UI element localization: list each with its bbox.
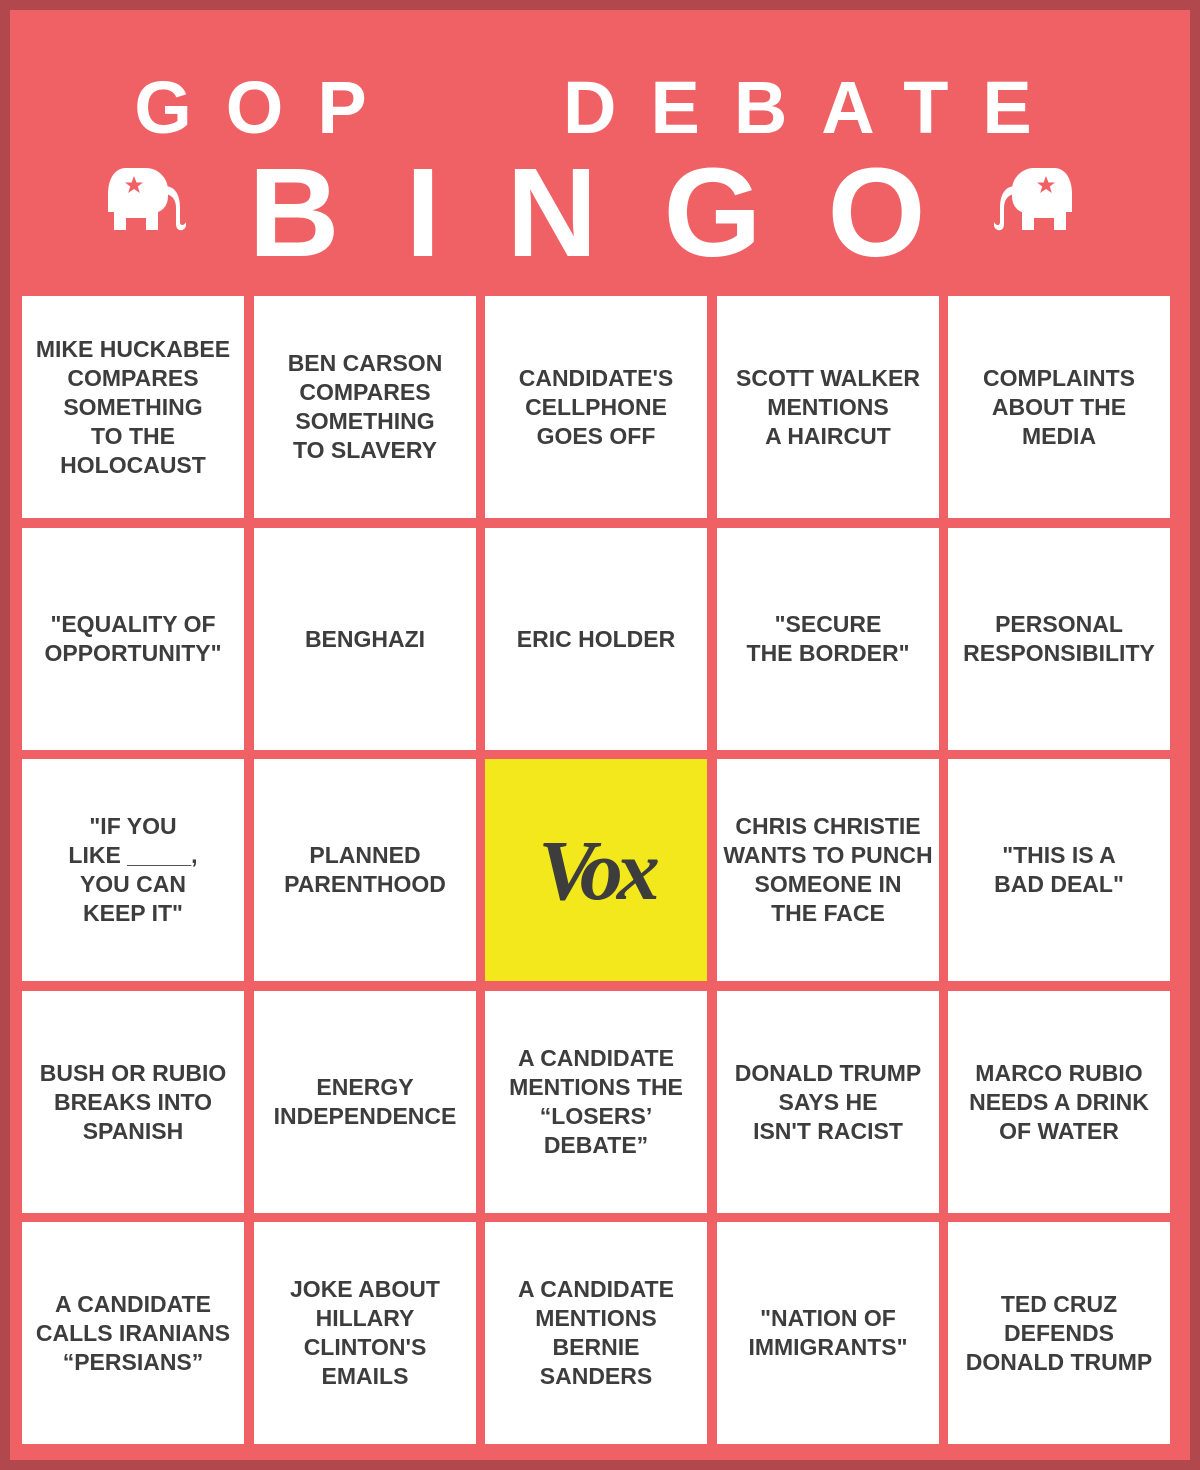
bingo-cell-label: ERIC HOLDER bbox=[516, 625, 676, 652]
bingo-cell-label: BUSH OR RUBIO BREAKS INTO SPANISH bbox=[39, 1059, 227, 1144]
bingo-cell[interactable] bbox=[254, 296, 476, 518]
bingo-cell-label: BENGHAZI bbox=[304, 625, 426, 652]
bingo-cell[interactable] bbox=[254, 759, 476, 981]
bingo-cell[interactable] bbox=[717, 1222, 939, 1444]
bingo-cell[interactable] bbox=[717, 991, 939, 1213]
bingo-cell[interactable] bbox=[22, 759, 244, 981]
bingo-cell[interactable] bbox=[485, 528, 707, 750]
bingo-cell-label: "IF YOU LIKE _____, YOU CAN KEEP IT" bbox=[68, 813, 198, 926]
bingo-cell[interactable] bbox=[22, 296, 244, 518]
bingo-cell-label: PLANNED PARENTHOOD bbox=[284, 842, 446, 897]
bingo-cell-label: MIKE HUCKABEE COMPARES SOMETHING TO THE HOLOCAUST bbox=[35, 335, 231, 478]
bingo-cell[interactable] bbox=[717, 759, 939, 981]
bingo-cell[interactable] bbox=[22, 991, 244, 1213]
bingo-cell[interactable] bbox=[717, 528, 939, 750]
bingo-cell-label: "EQUALITY OF OPPORTUNITY" bbox=[44, 611, 222, 666]
bingo-cell-label: CHRIS CHRISTIE WANTS TO PUNCH SOMEONE IN THE FACE bbox=[723, 813, 933, 926]
bingo-cell-label: ENERGY INDEPENDENCE bbox=[273, 1074, 457, 1129]
bingo-cell[interactable] bbox=[485, 1222, 707, 1444]
bingo-cell[interactable] bbox=[948, 528, 1170, 750]
bingo-cell[interactable] bbox=[22, 1222, 244, 1444]
bingo-cell-label: MARCO RUBIO NEEDS A DRINK OF WATER bbox=[969, 1059, 1149, 1144]
bingo-cell[interactable] bbox=[948, 296, 1170, 518]
bingo-cell[interactable] bbox=[254, 1222, 476, 1444]
bingo-cell-label: DONALD TRUMP SAYS HE ISN'T RACIST bbox=[734, 1059, 922, 1144]
bingo-cell-label: PERSONAL RESPONSIBILITY bbox=[963, 611, 1155, 666]
bingo-cell[interactable] bbox=[948, 759, 1170, 981]
title-gop-debate: GOP DEBATE bbox=[134, 66, 1066, 149]
bingo-cell-label: A CANDIDATE CALLS IRANIANS “PERSIANS” bbox=[35, 1290, 231, 1375]
bingo-cell-label: "SECURE THE BORDER" bbox=[746, 611, 910, 666]
bingo-cell-label: A CANDIDATE MENTIONS BERNIE SANDERS bbox=[518, 1276, 674, 1389]
bingo-cell[interactable] bbox=[254, 991, 476, 1213]
vox-logo: Vox bbox=[538, 822, 654, 918]
bingo-cell[interactable] bbox=[948, 991, 1170, 1213]
free-space-cell[interactable] bbox=[485, 759, 707, 981]
bingo-cell[interactable] bbox=[254, 528, 476, 750]
bingo-cell-label: "THIS IS A BAD DEAL" bbox=[994, 842, 1124, 897]
bingo-cell[interactable] bbox=[948, 1222, 1170, 1444]
bingo-cell-label: A CANDIDATE MENTIONS THE “LOSERS’ DEBATE” bbox=[509, 1045, 683, 1158]
bingo-cell[interactable] bbox=[22, 528, 244, 750]
bingo-cell-label: CANDIDATE'S CELLPHONE GOES OFF bbox=[518, 364, 674, 449]
bingo-cell-label: JOKE ABOUT HILLARY CLINTON'S EMAILS bbox=[290, 1276, 440, 1389]
bingo-cell[interactable] bbox=[485, 991, 707, 1213]
bingo-cell[interactable] bbox=[485, 296, 707, 518]
bingo-cell[interactable] bbox=[717, 296, 939, 518]
bingo-cell-label: COMPLAINTS ABOUT THE MEDIA bbox=[982, 364, 1136, 449]
bingo-cell-label: "NATION OF IMMIGRANTS" bbox=[748, 1305, 908, 1360]
bingo-cell-label: SCOTT WALKER MENTIONS A HAIRCUT bbox=[736, 364, 920, 449]
bingo-card bbox=[10, 10, 1190, 1460]
bingo-cell-label: TED CRUZ DEFENDS DONALD TRUMP bbox=[965, 1290, 1153, 1375]
bingo-cell-label: BEN CARSON COMPARES SOMETHING TO SLAVERY bbox=[287, 350, 443, 463]
republican-elephant-icon bbox=[992, 160, 1074, 236]
title-bingo: BINGO bbox=[248, 142, 992, 283]
